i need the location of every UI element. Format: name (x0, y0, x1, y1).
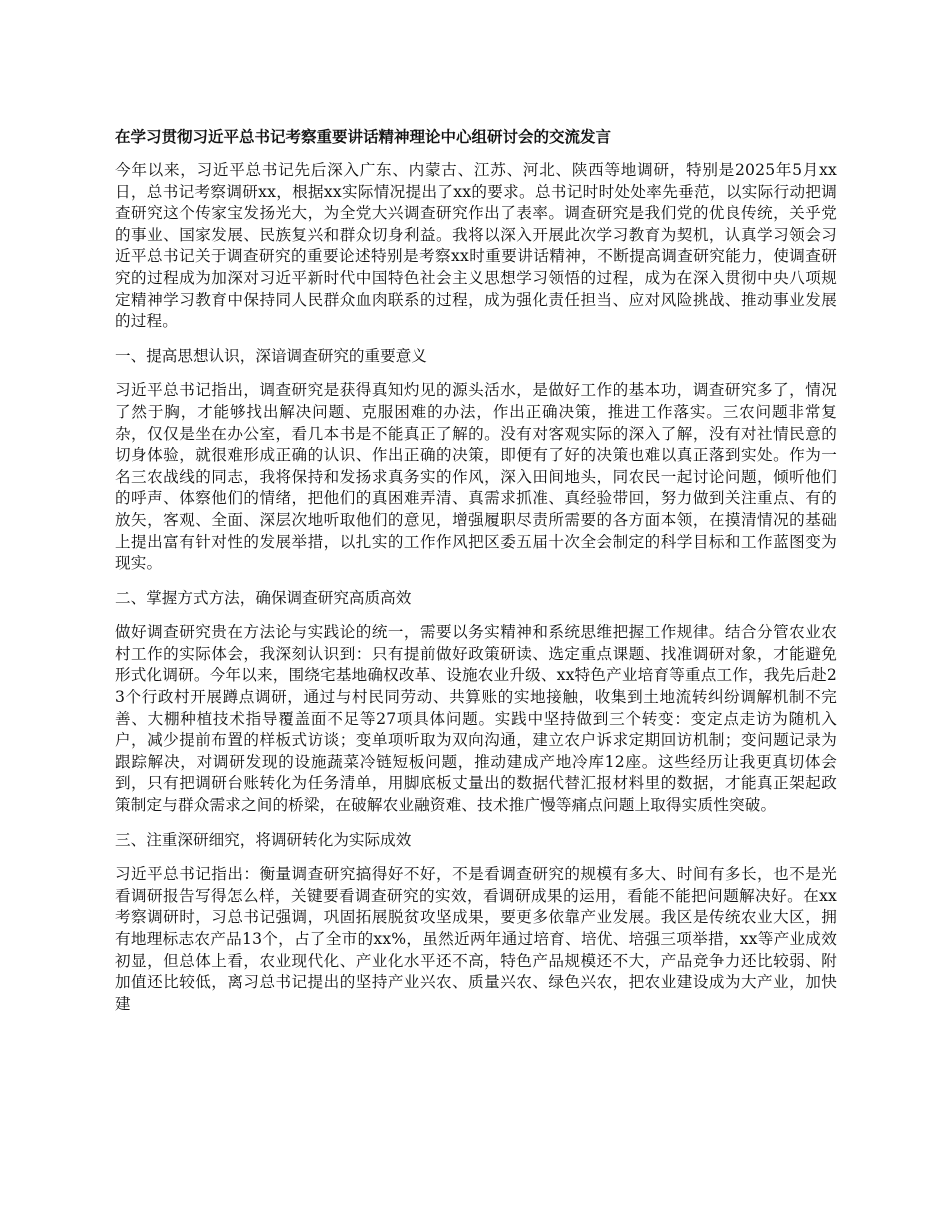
section-3 (115, 830, 837, 1016)
section-1 (115, 346, 837, 575)
section-paragraph: 习近平总书记指出，调查研究是获得真知灼见的源头活水，是做好工作的基本功，调查研究多了，情况了然于胸，才能够找出解决问题、克服困难的办法，作出正确决策，推进工作落实。三农问题非常复杂，仅仅是坐在办公室，看几本书是不能真正了解的。没有对客观实际的深入了解，没有对社情民意的切身体验，就很难形成正确的认识、作出正确的决策，即便有了好的决策也难以真正落到实处。作为一名三农战线的同志，我将保持和发扬求真务实的作风，深入田间地头，同农民一起讨论问题，倾听他们的呼声、体察他们的情绪，把他们的真困难弄清、真需求抓准、真经验带回，努力做到关注重点、有的放矢，客观、全面、深层次地听取他们的意见，增强履职尽责所需要的各方面本领，在摸清情况的基础上提出富有针对性的发展举措，以扎实的工作作风把区委五届十次全会制定的科学目标和工作蓝图变为现实。 (115, 381, 837, 573)
section-heading: 二、掌握方式方法，确保调查研究高质高效 (115, 588, 412, 607)
section-2 (115, 588, 837, 817)
intro-paragraph: 今年以来，习近平总书记先后深入广东、内蒙古、江苏、河北、陕西等地调研，特别是2025年5月xx日，总书记考察调研xx，根据xx实际情况提出了xx的要求。总书记时时处处率先垂范，以实际行动把调查研究这个传家宝发扬光大，为全党大兴调查研究作出了表率。调查研究是我们党的优良传统，关乎党的事业、国家发展、民族复兴和群众切身利益。我将以深入开展此次学习教育为契机，认真学习领会习近平总书记关于调查研究的重要论述特别是考察xx时重要讲话精神，不断提高调查研究能力，使调查研究的过程成为加深对习近平新时代中国特色社会主义思想学习领悟的过程，成为在深入贯彻中央八项规定精神学习教育中保持同人民群众血肉联系的过程，成为强化责任担当、应对风险挑战、推动事业发展的过程。 (115, 161, 837, 331)
document-page (115, 126, 837, 1028)
section-paragraph: 做好调查研究贵在方法论与实践论的统一，需要以务实精神和系统思维把握工作规律。结合分管农业农村工作的实际体会，我深刻认识到：只有提前做好政策研读、选定重点课题、找准调研对象，才能避免形式化调研。今年以来，围绕宅基地确权改革、设施农业升级、xx特色产业培育等重点工作，我先后赴23个行政村开展蹲点调研，通过与村民同劳动、共算账的实地接触，收集到土地流转纠纷调解机制不完善、大棚种植技术指导覆盖面不足等27项具体问题。实践中坚持做到三个转变：变定点走访为随机入户，减少提前布置的样板式访谈；变单项听取为双向沟通，建立农户诉求定期回访机制；变问题记录为跟踪解决，对调研发现的设施蔬菜冷链短板问题，推动建成产地冷库12座。这些经历让我更真切体会到，只有把调研台账转化为任务清单，用脚底板丈量出的数据代替汇报材料里的数据，才能真正架起政策制定与群众需求之间的桥梁，在破解农业融资难、技术推广慢等痛点问题上取得实质性突破。 (115, 623, 837, 815)
section-heading: 三、注重深研细究，将调研转化为实际成效 (115, 830, 412, 849)
section-heading: 一、提高思想认识，深谙调查研究的重要意义 (115, 346, 427, 365)
document-title: 在学习贯彻习近平总书记考察重要讲话精神理论中心组研讨会的交流发言 (115, 128, 612, 146)
section-paragraph: 习近平总书记指出：衡量调查研究搞得好不好，不是看调查研究的规模有多大、时间有多长，也不是光看调研报告写得怎么样，关键要看调查研究的实效，看调研成果的运用，看能不能把问题解决好。在xx考察调研时，习总书记强调，巩固拓展脱贫攻坚成果，要更多依靠产业发展。我区是传统农业大区，拥有地理标志农产品13个，占了全市的xx%，虽然近两年通过培育、培优、培强三项举措，xx等产业成效初显，但总体上看，农业现代化、产业化水平还不高，特色产品规模还不大，产品竞争力还比较弱、附加值还比较低，离习总书记提出的坚持产业兴农、质量兴农、绿色兴农，把农业建设成为大产业，加快建 (115, 865, 837, 1013)
